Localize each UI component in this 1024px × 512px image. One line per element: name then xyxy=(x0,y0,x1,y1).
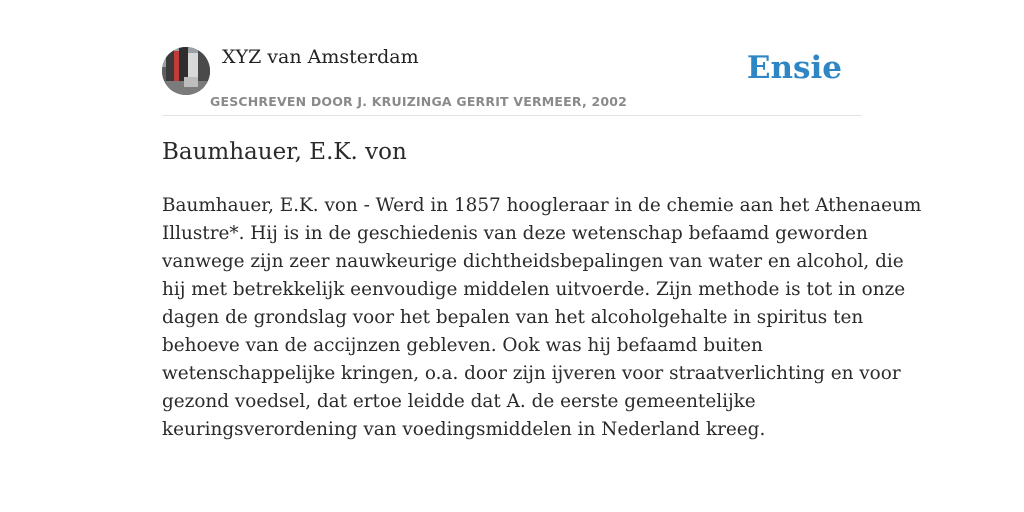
article-line: gezond voedsel, dat ertoe leidde dat A. de eerste gemeentelijke xyxy=(162,391,756,412)
article-line: hij met betrekkelijk eenvoudige middelen uitvoerde. Zijn methode is tot in onze xyxy=(162,279,906,300)
byline: GESCHREVEN DOOR J. KRUIZINGA GERRIT VERMEER, 2002 xyxy=(210,94,628,109)
article-body xyxy=(162,192,922,444)
brand-logo[interactable]: Ensie xyxy=(746,50,842,86)
article-line: dagen de grondslag voor het bepalen van het alcoholgehalte in spiritus ten xyxy=(162,307,864,328)
author-avatar-image xyxy=(162,47,210,95)
article-line: keuringsverordening van voedingsmiddelen in Nederland kreeg. xyxy=(162,419,766,440)
article-line: vanwege zijn zeer nauwkeurige dichtheidsbepalingen van water en alcohol, die xyxy=(162,251,904,272)
article-line: Illustre*. Hij is in de geschiedenis van deze wetenschap befaamd geworden xyxy=(162,223,868,244)
article-title: Baumhauer, E.K. von xyxy=(162,139,407,165)
author-name[interactable]: XYZ van Amsterdam xyxy=(222,46,419,68)
author-avatar[interactable] xyxy=(162,47,210,95)
article-header xyxy=(162,44,862,116)
article-line: Baumhauer, E.K. von - Werd in 1857 hoogleraar in de chemie aan het Athenaeum xyxy=(162,195,922,216)
article-line: behoeve van de accijnzen gebleven. Ook was hij befaamd buiten xyxy=(162,335,763,356)
article-line: wetenschappelijke kringen, o.a. door zijn ijveren voor straatverlichting en voor xyxy=(162,363,901,384)
